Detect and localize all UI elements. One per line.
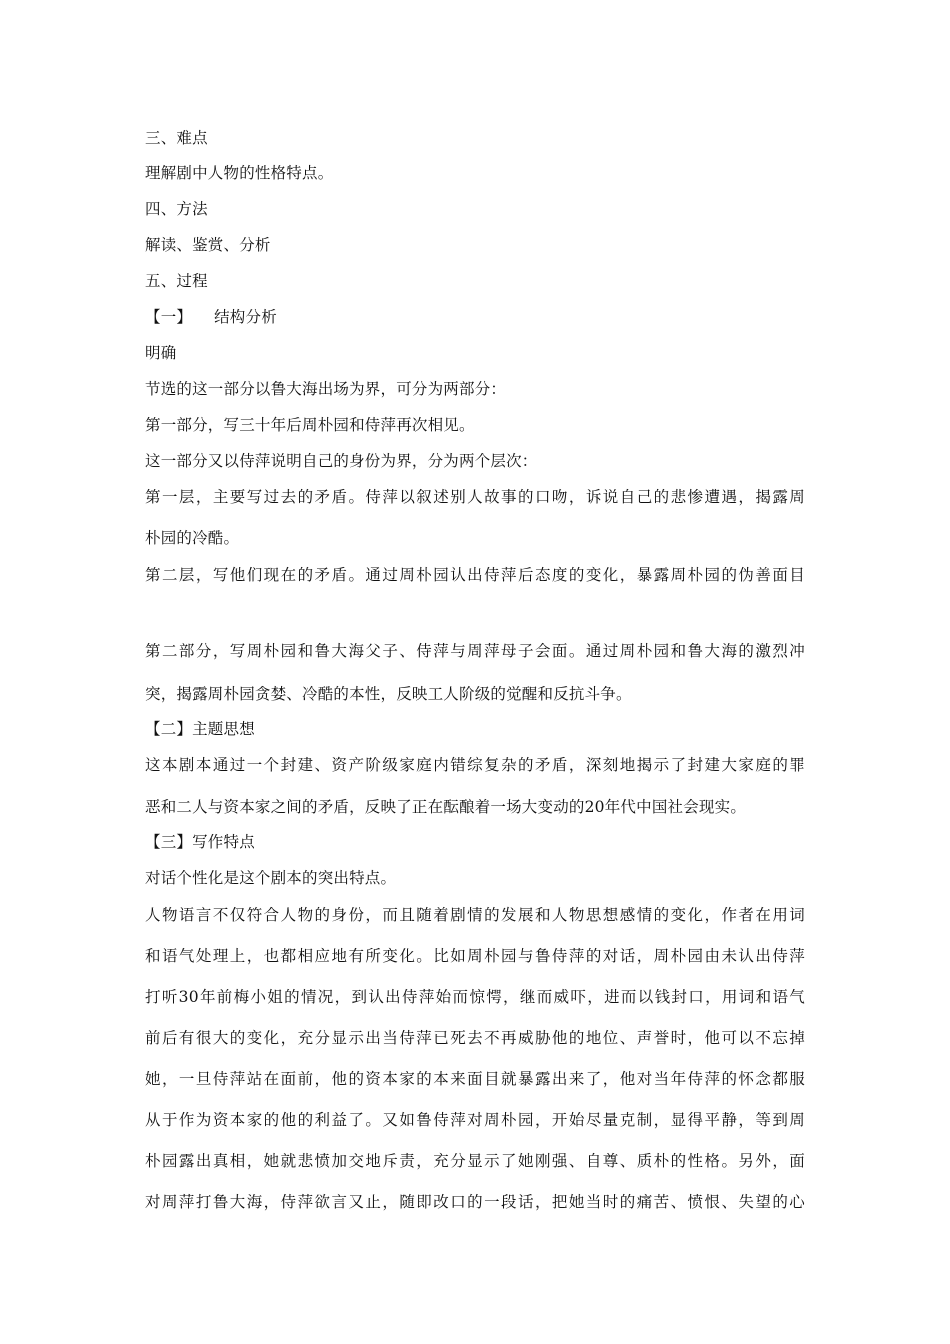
paragraph-line: 解读、鉴赏、分析: [145, 236, 271, 254]
paragraph-line: 第二部分，写周朴园和鲁大海父子、侍萍与周萍母子会面。通过周朴园和鲁大海的激烈冲: [145, 642, 805, 660]
paragraph-line: 对周萍打鲁大海，侍萍欲言又止，随即改口的一段话，把她当时的痛苦、愤恨、失望的心: [145, 1193, 805, 1211]
section-title: 结构分析: [214, 308, 277, 326]
paragraph-line: 朴园的冷酷。: [145, 529, 240, 547]
paragraph-line: 这本剧本通过一个封建、资产阶级家庭内错综复杂的矛盾，深刻地揭示了封建大家庭的罪: [145, 756, 805, 774]
paragraph-line: 人物语言不仅符合人物的身份，而且随着剧情的发展和人物思想感情的变化，作者在用词: [145, 906, 805, 924]
paragraph-line: 节选的这一部分以鲁大海出场为界，可分为两部分：: [145, 380, 507, 398]
paragraph-line: 突，揭露周朴园贪婪、冷酷的本性，反映工人阶级的觉醒和反抗斗争。: [145, 685, 632, 703]
paragraph-line: 对话个性化是这个剧本的突出特点。: [145, 869, 397, 887]
paragraph-line: 第二层，写他们现在的矛盾。通过周朴园认出侍萍后态度的变化，暴露周朴园的伪善面目: [145, 566, 805, 584]
paragraph-line: 从于作为资本家的他的利益了。又如鲁侍萍对周朴园，开始尽量克制，显得平静，等到周: [145, 1111, 805, 1129]
heading-difficulty: 三、难点: [145, 129, 208, 147]
paragraph-line: 理解剧中人物的性格特点。: [145, 164, 334, 182]
heading-process: 五、过程: [145, 272, 208, 290]
paragraph-line: 第一部分，写三十年后周朴园和侍萍再次相见。: [145, 416, 475, 434]
section-heading-structure: [145, 307, 277, 327]
paragraph-line: 这一部分又以侍萍说明自己的身份为界，分为两个层次：: [145, 452, 538, 470]
section-heading-writing: 【三】写作特点: [145, 833, 255, 851]
section-number: 【一】: [145, 308, 193, 326]
paragraph-line: 和语气处理上，也都相应地有所变化。比如周朴园与鲁侍萍的对话，周朴园由未认出侍萍: [145, 947, 805, 965]
paragraph-line: 她，一旦侍萍站在面前，他的资本家的本来面目就暴露出来了，他对当年侍萍的怀念都服: [145, 1070, 805, 1088]
heading-method: 四、方法: [145, 200, 208, 218]
paragraph-line: 恶和二人与资本家之间的矛盾，反映了正在酝酿着一场大变动的20年代中国社会现实。: [145, 798, 747, 816]
paragraph-line: 第一层，主要写过去的矛盾。侍萍以叙述别人故事的口吻，诉说自己的悲惨遭遇，揭露周: [145, 488, 805, 506]
paragraph-line: 明确: [145, 344, 177, 362]
paragraph-line: 打听30年前梅小姐的情况，到认出侍萍始而惊愕，继而威吓，进而以钱封口，用词和语气: [145, 988, 805, 1006]
paragraph-line: 前后有很大的变化，充分显示出当侍萍已死去不再威胁他的地位、声誉时，他可以不忘掉: [145, 1029, 805, 1047]
section-heading-theme: 【二】主题思想: [145, 720, 255, 738]
paragraph-line: 朴园露出真相，她就悲愤加交地斥责，充分显示了她刚强、自尊、质朴的性格。另外，面: [145, 1152, 805, 1170]
